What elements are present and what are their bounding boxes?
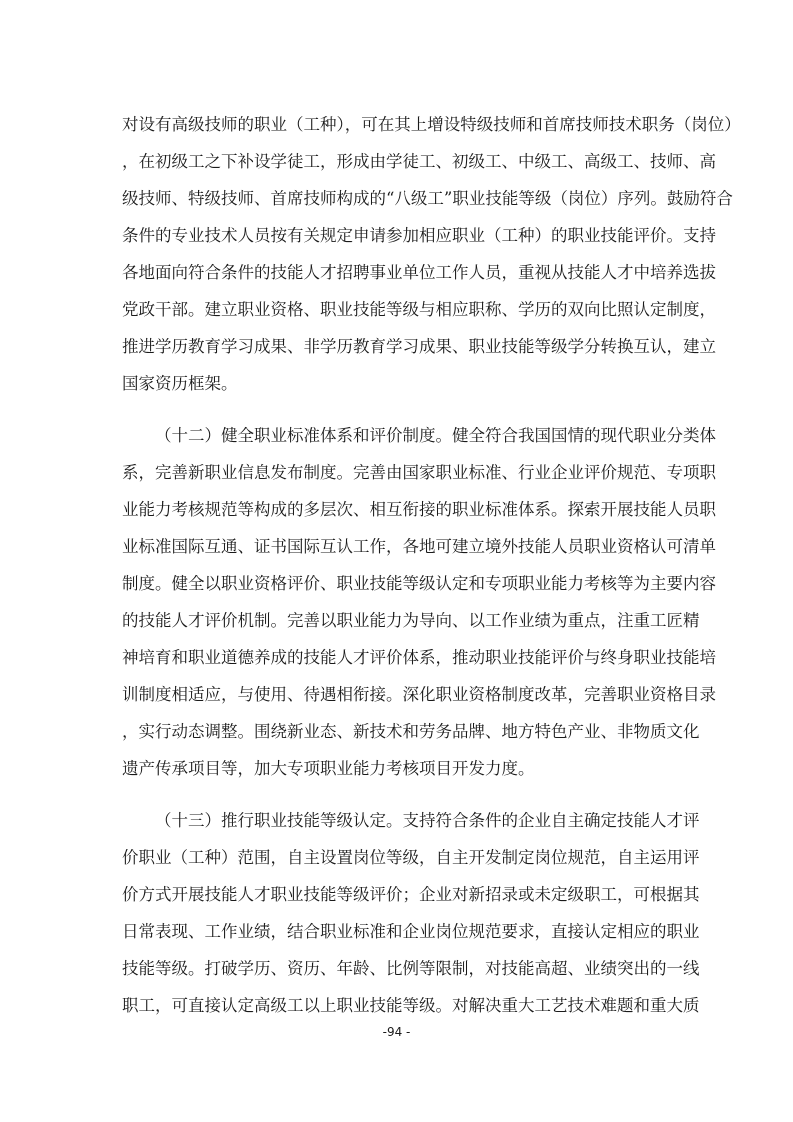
- paragraph-1-line-1: 对设有高级技师的职业（工种），可在其上增设特级技师和首席技师技术职务（岗位）: [122, 115, 741, 134]
- paragraph-2-line-7: 神培育和职业道德养成的技能人才评价体系，推动职业技能评价与终身职业技能培: [122, 648, 716, 667]
- paragraph-3-line-6: 职工，可直接认定高级工以上职业技能等级。对解决重大工艺技术难题和重大质: [122, 996, 700, 1015]
- paragraph-1-line-4: 条件的专业技术人员按有关规定申请参加相应职业（工种）的职业技能评价。支持: [122, 226, 716, 245]
- paragraph-3-line-2: 价职业（工种）范围，自主设置岗位等级，自主开发制定岗位规范，自主运用评: [122, 848, 700, 867]
- paragraph-2-line-1: （十二）健全职业标准体系和评价制度。健全符合我国国情的现代职业分类体: [155, 426, 716, 445]
- paragraph-1-line-6: 党政干部。建立职业资格、职业技能等级与相应职称、学历的双向比照认定制度，: [122, 300, 716, 319]
- paragraph-3-line-5: 技能等级。打破学历、资历、年龄、比例等限制，对技能高超、业绩突出的一线: [122, 959, 700, 978]
- paragraph-2-line-9: ，实行动态调整。围绕新业态、新技术和劳务品牌、地方特色产业、非物质文化: [122, 722, 700, 741]
- page-number: -94 -: [382, 1025, 411, 1039]
- paragraph-1-line-5: 各地面向符合条件的技能人才招聘事业单位工作人员，重视从技能人才中培养选拔: [122, 263, 716, 282]
- paragraph-1-line-2: ，在初级工之下补设学徒工，形成由学徒工、初级工、中级工、高级工、技师、高: [122, 152, 716, 171]
- paragraph-3-line-1: （十三）推行职业技能等级认定。支持符合条件的企业自主确定技能人才评: [155, 811, 700, 830]
- paragraph-1-line-3: 级技师、特级技师、首席技师构成的“八级工”职业技能等级（岗位）序列。鼓励符合: [122, 189, 733, 208]
- paragraph-1-line-7: 推进学历教育学习成果、非学历教育学习成果、职业技能等级学分转换互认，建立: [122, 337, 716, 356]
- paragraph-1-line-8: 国家资历框架。: [122, 374, 238, 393]
- paragraph-2-line-2: 系，完善新职业信息发布制度。完善由国家职业标准、行业企业评价规范、专项职: [122, 463, 716, 482]
- paragraph-3-line-3: 价方式开展技能人才职业技能等级评价；企业对新招录或未定级职工，可根据其: [122, 885, 700, 904]
- paragraph-2-line-4: 业标准国际互通、证书国际互认工作，各地可建立境外技能人员职业资格认可清单: [122, 537, 716, 556]
- paragraph-2-line-10: 遗产传承项目等，加大专项职业能力考核项目开发力度。: [122, 759, 535, 778]
- paragraph-2-line-8: 训制度相适应，与使用、待遇相衔接。深化职业资格制度改革，完善职业资格目录: [122, 685, 716, 704]
- paragraph-2-line-3: 业能力考核规范等构成的多层次、相互衔接的职业标准体系。探索开展技能人员职: [122, 500, 716, 519]
- paragraph-3-line-4: 日常表现、工作业绩，结合职业标准和企业岗位规范要求，直接认定相应的职业: [122, 922, 700, 941]
- paragraph-2-line-6: 的技能人才评价机制。完善以职业能力为导向、以工作业绩为重点，注重工匠精: [122, 611, 700, 630]
- paragraph-2-line-5: 制度。健全以职业资格评价、职业技能等级认定和专项职业能力考核等为主要内容: [122, 574, 716, 593]
